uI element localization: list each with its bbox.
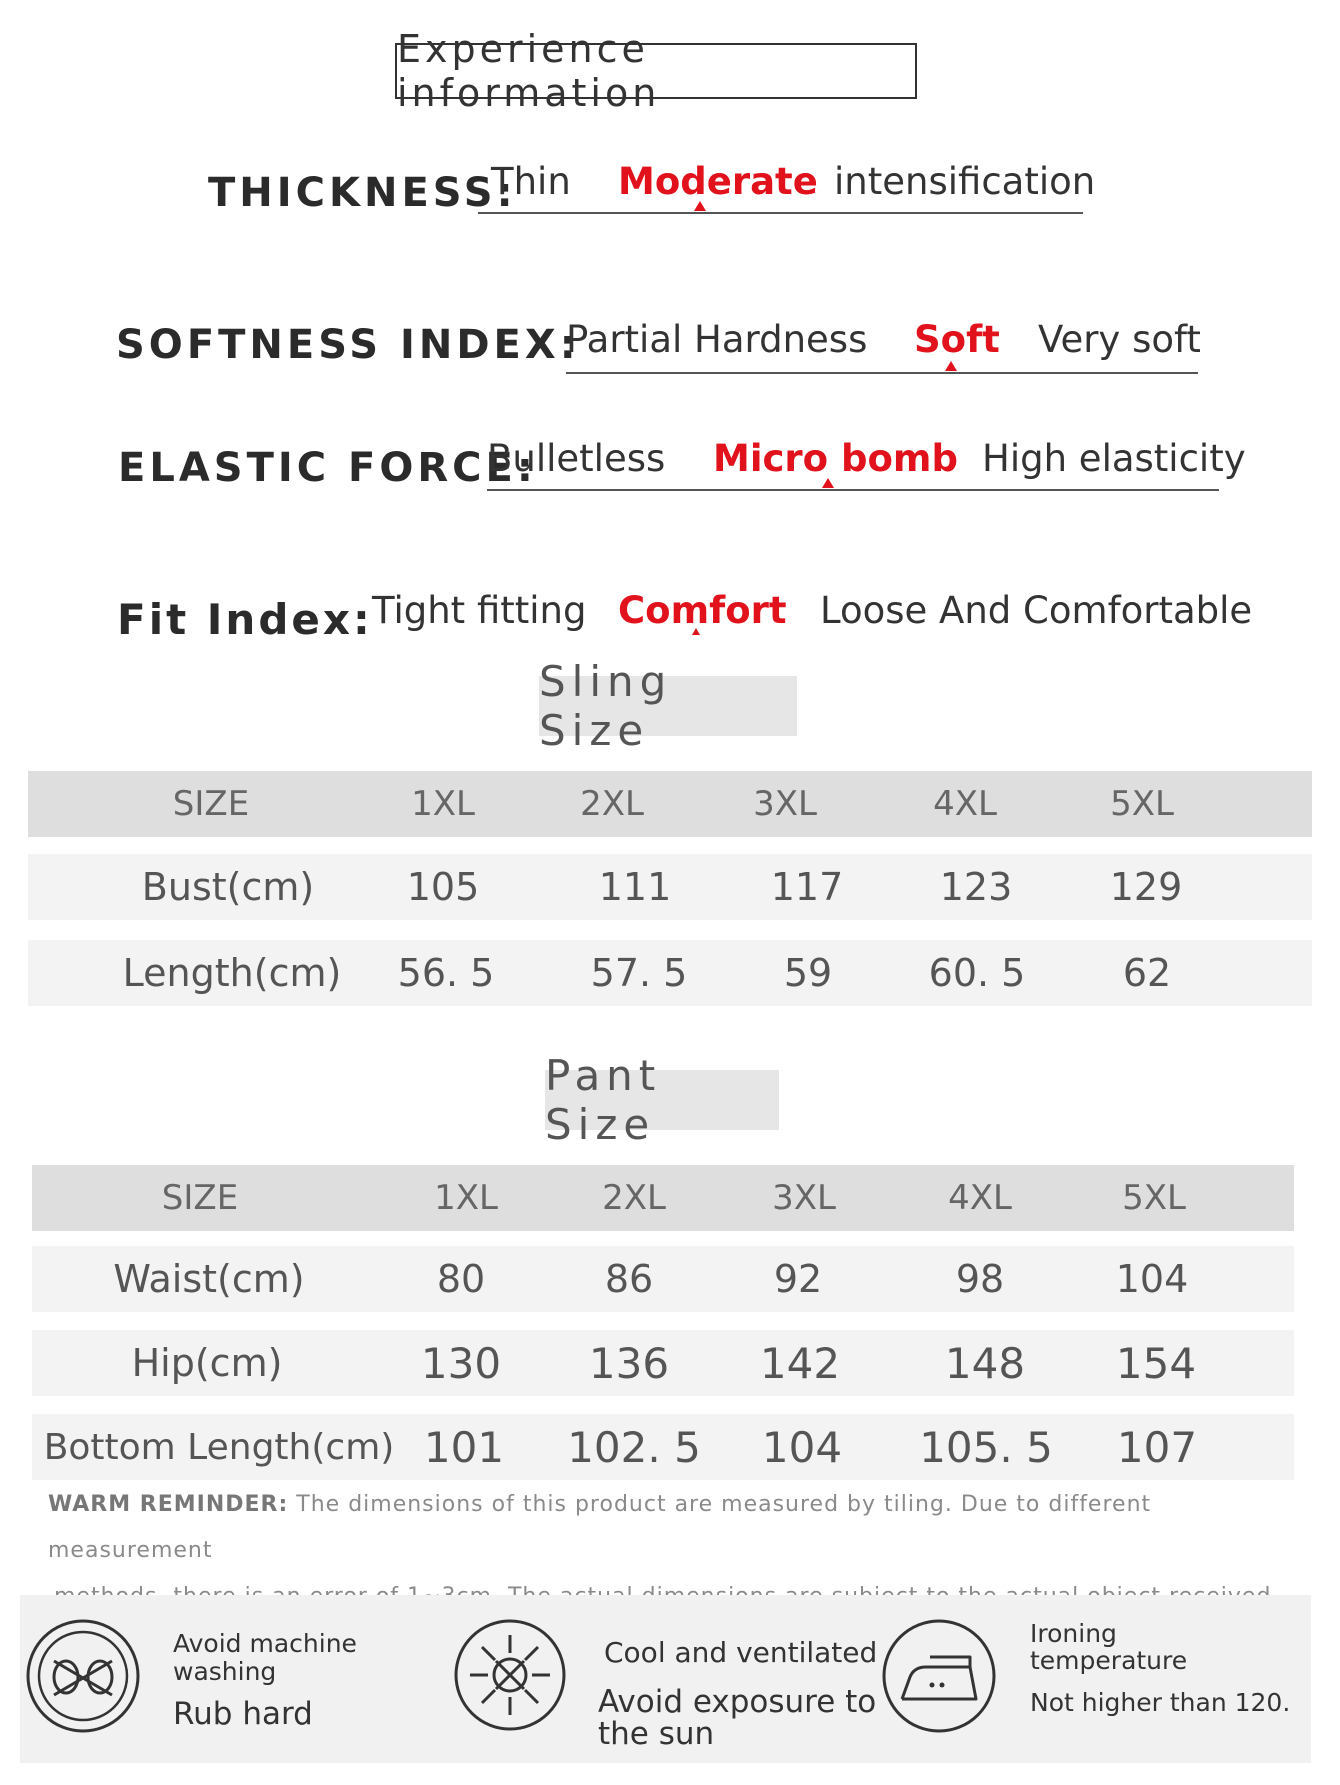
iron-icon <box>880 1617 998 1735</box>
thickness-option-moderate: Moderate <box>618 160 818 203</box>
pant-row-label: Waist(cm) <box>113 1257 305 1301</box>
softness-label: SOFTNESS INDEX: <box>116 322 580 368</box>
pant-cell: 101 <box>423 1422 505 1472</box>
table-row <box>32 1330 1294 1396</box>
sling-cell: 123 <box>939 865 1013 909</box>
elastic-option-bulletless: Bulletless <box>487 437 666 480</box>
elastic-option-high-elasticity: High elasticity <box>982 437 1246 480</box>
sling-size-title: Sling Size <box>539 676 797 736</box>
care-2-line3: the sun <box>598 1716 715 1752</box>
pant-cell: 136 <box>588 1338 670 1388</box>
care-1-line2: washing <box>173 1657 277 1686</box>
pant-header-1xl: 1XL <box>434 1178 498 1218</box>
care-2-line1: Cool and ventilated <box>604 1636 878 1669</box>
pant-cell: 102. 5 <box>567 1422 701 1472</box>
care-2-line2: Avoid exposure to <box>598 1684 877 1720</box>
sling-cell: 56. 5 <box>397 951 495 995</box>
softness-marker <box>945 361 957 371</box>
fit-label: Fit Index: <box>117 595 373 644</box>
thickness-option-intensification: intensification <box>834 160 1096 203</box>
pant-cell: 154 <box>1115 1338 1197 1388</box>
thickness-marker <box>694 201 706 211</box>
sling-cell: 129 <box>1109 865 1183 909</box>
fit-option-loose-and-comfortable: Loose And Comfortable <box>820 589 1253 632</box>
pant-header-5xl: 5XL <box>1122 1178 1186 1218</box>
care-1-line1: Avoid machine <box>173 1629 357 1658</box>
pant-cell: 98 <box>955 1257 1005 1301</box>
softness-scale-line <box>566 372 1198 374</box>
pant-cell: 92 <box>773 1257 823 1301</box>
table-row <box>28 854 1312 920</box>
table-row <box>32 1414 1294 1480</box>
warm-reminder-line1: The dimensions of this product are measured by tiling. Due to different measurement <box>48 1492 1152 1563</box>
pant-cell: 105. 5 <box>919 1422 1053 1472</box>
elastic-scale-line <box>487 489 1219 491</box>
pant-row-label: Hip(cm) <box>131 1341 283 1385</box>
sling-header-row <box>28 771 1312 837</box>
sling-cell: 57. 5 <box>590 951 688 995</box>
experience-title: Experience information <box>395 43 917 99</box>
pant-size-title: Pant Size <box>545 1070 779 1130</box>
softness-option-soft: Soft <box>914 318 1000 361</box>
softness-option-very-soft: Very soft <box>1038 318 1201 361</box>
care-3-line3: Not higher than 120. <box>1030 1688 1291 1717</box>
elastic-label: ELASTIC FORCE: <box>118 445 537 491</box>
care-3-line2: temperature <box>1030 1646 1188 1675</box>
softness-option-partial-hardness: Partial Hardness <box>566 318 868 361</box>
thickness-label: THICKNESS: <box>208 170 517 216</box>
pant-cell: 104 <box>761 1422 843 1472</box>
sling-cell: 105 <box>406 865 480 909</box>
pant-header-3xl: 3XL <box>772 1178 836 1218</box>
sling-cell: 111 <box>598 865 672 909</box>
care-3-line1: Ironing <box>1030 1619 1117 1648</box>
pant-cell: 107 <box>1116 1422 1198 1472</box>
sling-header-2xl: 2XL <box>580 784 644 824</box>
sling-header-3xl: 3XL <box>753 784 817 824</box>
sling-header-size: SIZE <box>172 784 250 824</box>
pant-header-row <box>32 1165 1294 1231</box>
sling-header-4xl: 4XL <box>933 784 997 824</box>
fit-option-comfort: Comfort <box>618 589 787 632</box>
sling-cell: 59 <box>783 951 833 995</box>
table-row <box>28 940 1312 1006</box>
avoid-sun-icon <box>452 1617 568 1733</box>
sling-cell: 60. 5 <box>928 951 1026 995</box>
thickness-scale-line <box>478 212 1083 214</box>
sling-cell: 62 <box>1122 951 1172 995</box>
thickness-option-thin: Thin <box>491 160 571 203</box>
sling-row-label: Bust(cm) <box>141 865 315 909</box>
sling-header-5xl: 5XL <box>1110 784 1174 824</box>
pant-row-label: Bottom Length(cm) <box>43 1426 395 1468</box>
pant-cell: 130 <box>420 1338 502 1388</box>
pant-cell: 148 <box>944 1338 1026 1388</box>
care-1-line3: Rub hard <box>173 1696 313 1732</box>
sling-cell: 117 <box>770 865 844 909</box>
fit-option-tight-fitting: Tight fitting <box>372 589 587 632</box>
pant-cell: 86 <box>604 1257 654 1301</box>
pant-header-4xl: 4XL <box>948 1178 1012 1218</box>
sling-header-1xl: 1XL <box>411 784 475 824</box>
sling-row-label: Length(cm) <box>122 951 342 995</box>
pant-cell: 142 <box>759 1338 841 1388</box>
no-machine-wash-icon <box>24 1617 142 1735</box>
pant-cell: 104 <box>1115 1257 1189 1301</box>
fit-marker <box>692 628 700 635</box>
elastic-marker <box>822 478 834 488</box>
elastic-option-micro-bomb: Micro bomb <box>713 437 958 480</box>
table-row <box>32 1246 1294 1312</box>
warm-reminder-label: WARM REMINDER: <box>48 1492 289 1517</box>
pant-cell: 80 <box>436 1257 486 1301</box>
pant-header-size: SIZE <box>161 1178 239 1218</box>
pant-header-2xl: 2XL <box>602 1178 666 1218</box>
